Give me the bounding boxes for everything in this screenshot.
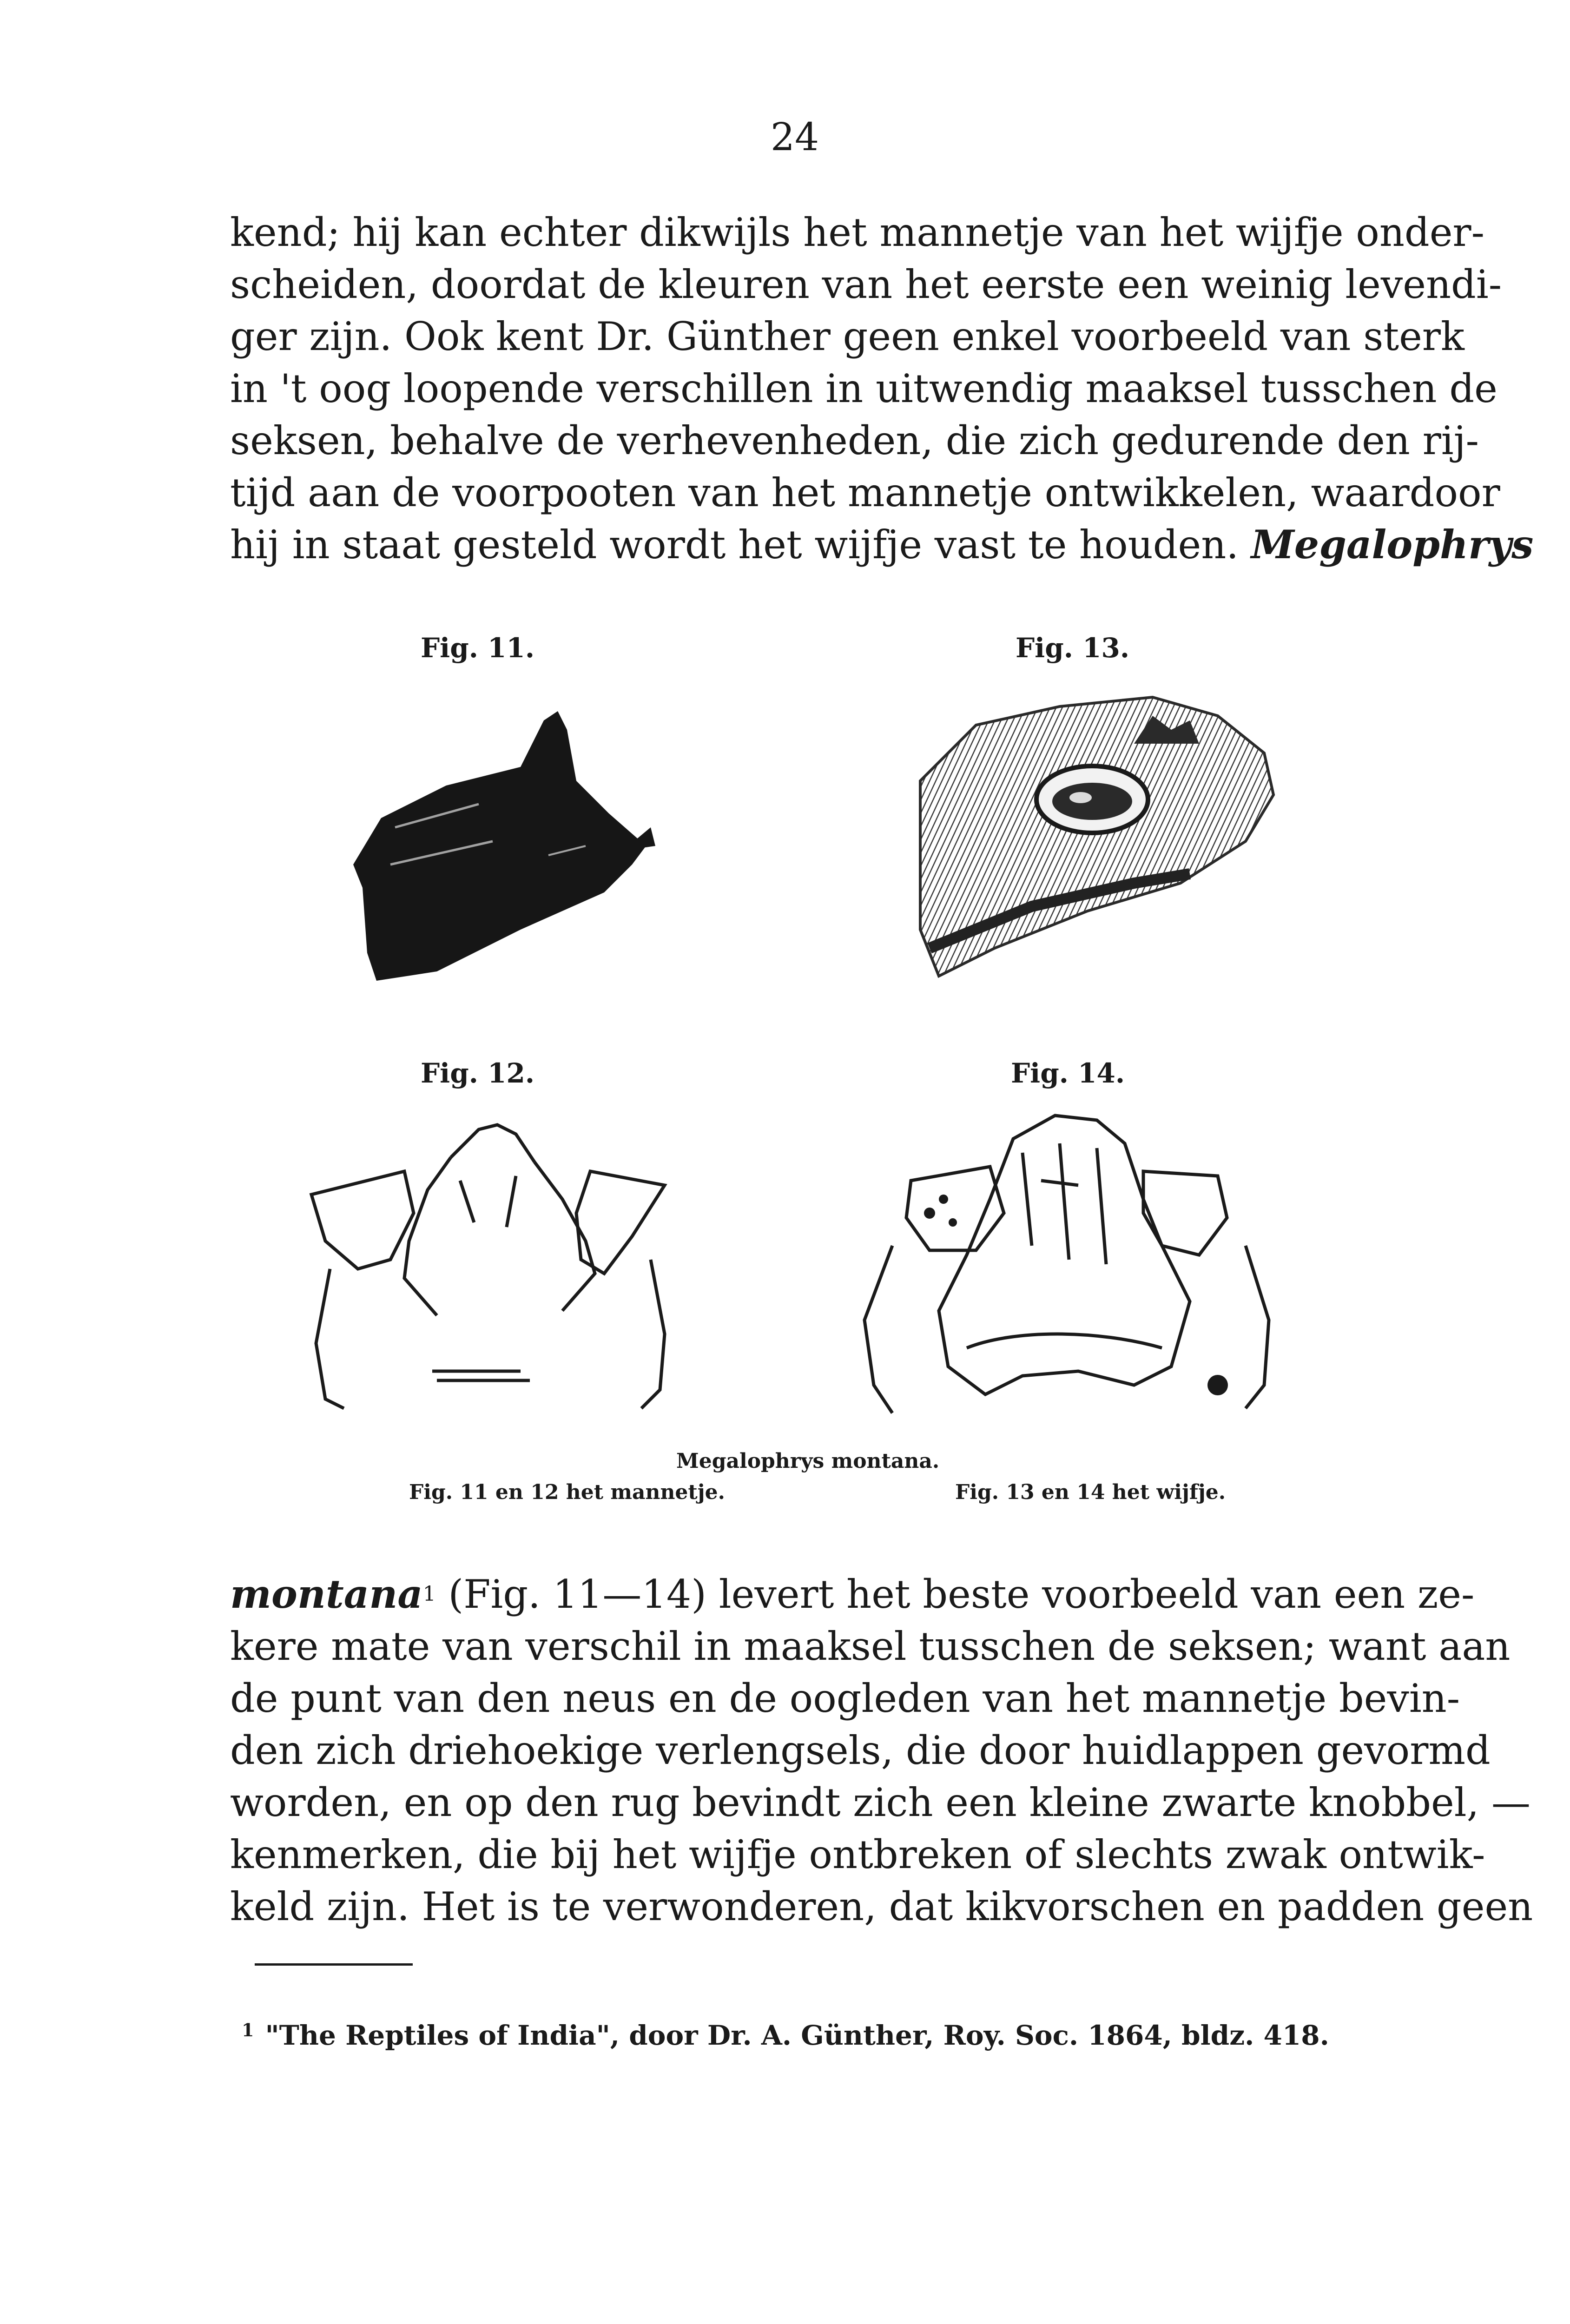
caption-species: Megalophrys montana. — [676, 1449, 940, 1473]
text-line: den zich driehoekige verlengsels, die door huidlappen gevormd — [230, 1728, 1491, 1773]
fig-12-label: Fig. 12. — [421, 1057, 535, 1089]
fig-14-illustration — [837, 1106, 1325, 1432]
caption-male: Fig. 11 en 12 het mannetje. — [409, 1480, 725, 1504]
caption-female: Fig. 13 en 14 het wijfje. — [955, 1480, 1226, 1504]
text-line: in 't oog loopende verschillen in uitwendig maaksel tusschen de — [230, 366, 1497, 411]
fig-11-illustration — [325, 711, 660, 999]
fig-14-label: Fig. 14. — [1011, 1057, 1125, 1089]
text-line: de punt van den neus en de oogleden van het mannetje bevin- — [230, 1676, 1460, 1721]
text-line: worden, en op den rug bevindt zich een kleine zwarte knobbel, — — [230, 1780, 1531, 1825]
fig-13-label: Fig. 13. — [1016, 632, 1130, 664]
footnote-mark: 1 — [242, 2020, 254, 2040]
fig-11-label: Fig. 11. — [421, 632, 535, 664]
text-fragment: (Fig. 11—14) levert het beste voorbeeld van een ze- — [448, 1571, 1475, 1617]
text-line: seksen, behalve de verhevenheden, die zich gedurende den rij- — [230, 418, 1479, 463]
genus-name: Megalophrys — [1251, 522, 1534, 568]
footnote-rule — [255, 1963, 413, 1966]
text-line-with-genus — [230, 522, 1534, 568]
text-line: ger zijn. Ook kent Dr. Günther geen enkel voorbeeld van sterk — [230, 314, 1464, 359]
text-line: keld zijn. Het is te verwonderen, dat kikvorschen en padden geen — [230, 1884, 1533, 1929]
footnote-text: "The Reptiles of India", door Dr. A. Günther, Roy. Soc. 1864, bldz. 418. — [265, 2020, 1329, 2051]
text-line: tijd aan de voorpooten van het mannetje ontwikkelen, waardoor — [230, 470, 1500, 515]
footnote-reference: 1 — [422, 1582, 436, 1606]
text-fragment: hij in staat gesteld wordt het wijfje vast te houden. — [230, 522, 1239, 568]
page-number: 24 — [770, 115, 819, 159]
fig-12-illustration — [297, 1120, 697, 1427]
text-line: kenmerken, die bij het wijfje ontbreken of slechts zwak ontwik- — [230, 1832, 1485, 1877]
text-line: kend; hij kan echter dikwijls het mannetje van het wijfje onder- — [230, 210, 1484, 255]
fig-13-illustration — [892, 688, 1287, 1013]
text-line: scheiden, doordat de kleuren van het eerste een weinig levendi- — [230, 262, 1502, 307]
text-line-with-species — [230, 1571, 1475, 1618]
footnote — [242, 2020, 1329, 2051]
species-epithet: montana — [230, 1571, 423, 1617]
text-line: kere mate van verschil in maaksel tusschen de seksen; want aan — [230, 1624, 1511, 1669]
